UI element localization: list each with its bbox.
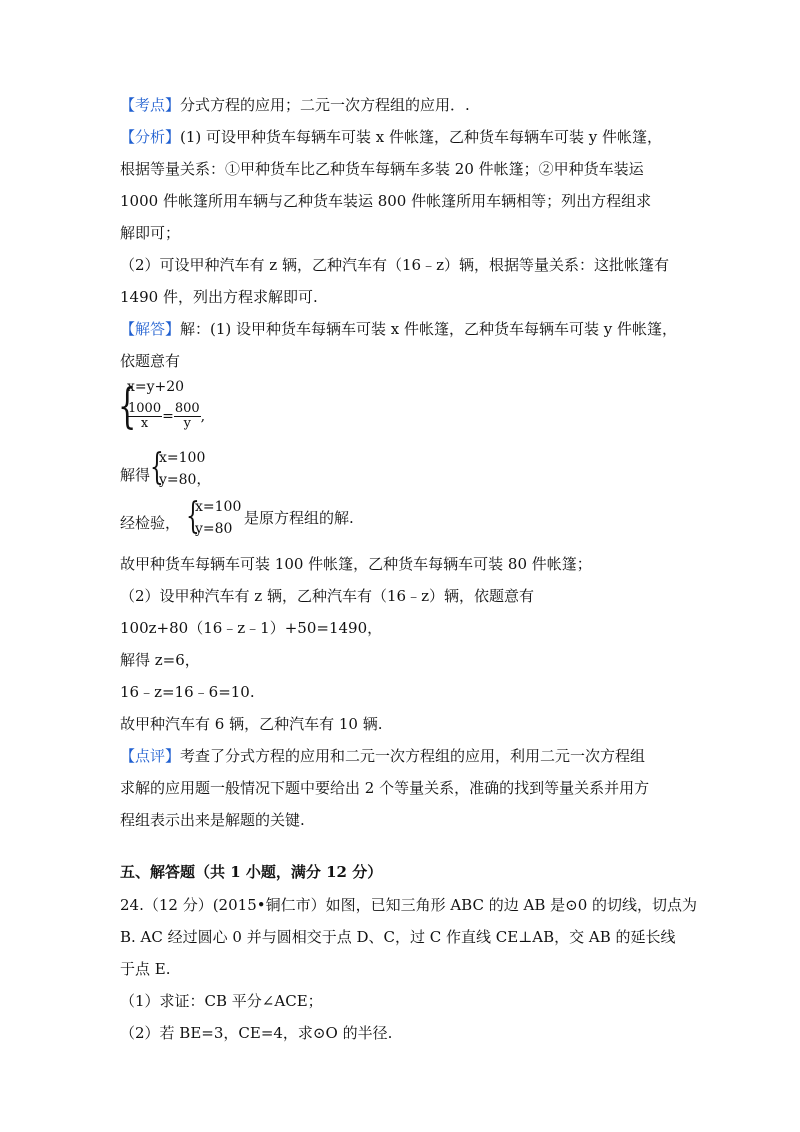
fenxi-line-5: （2）可设甲种汽车有 z 辆，乙种汽车有（16﹣z）辆，根据等量关系：这批帐篷有 [120,256,669,274]
jieda-after-6: 故甲种汽车有 6 辆，乙种汽车有 10 辆. [120,715,383,733]
system3-trail: 是原方程组的解. [244,509,354,527]
equals-sign: = [162,408,174,425]
jieda-text-1: 解：(1) 设甲种货车每辆车可装 x 件帐篷，乙种货车每辆车可装 y 件帐篷， [180,320,678,338]
jieda-line-1 [120,318,677,340]
system2-eq2: y=80， [159,472,211,488]
fenxi-tag: 【分析】 [120,128,181,146]
left-brace-icon: { [118,378,137,434]
kaodian-tag: 【考点】 [120,96,181,114]
fenxi-line-2: 根据等量关系：①甲种货车比乙种货车每辆车多装 20 件帐篷；②甲种货车装运 [120,160,644,178]
jieda-after-1: 故甲种货车每辆车可装 100 件帐篷，乙种货车每辆车可装 80 件帐篷； [120,555,592,573]
dianping-line-3: 程组表示出来是解题的关键. [120,811,305,829]
fenxi-text-1: (1) 可设甲种货车每辆车可装 x 件帐篷，乙种货车每辆车可装 y 件帐篷， [180,128,663,146]
fenxi-line-1 [120,126,662,148]
kaodian-line [120,94,470,116]
fenxi-line-3: 1000 件帐篷所用车辆与乙种货车装运 800 件帐篷所用车辆相等；列出方程组求 [120,192,652,210]
jieda-after-2: （2）设甲种汽车有 z 辆，乙种汽车有（16﹣z）辆，依题意有 [120,587,534,605]
problem24-line-4: （1）求证：CB 平分∠ACE； [120,992,323,1010]
problem24-line-2: B. AC 经过圆心 0 并与圆相交于点 D、C，过 C 作直线 CE⊥AB，交 AB 的延长线 [120,928,676,946]
jieda-after-5: 16﹣z=16﹣6=10. [120,683,255,701]
jieda-line-2: 依题意有 [120,352,181,370]
problem24-line-3: 于点 E. [120,960,171,978]
system3-eq2: y=80 [195,521,233,537]
check-label: 经检验， [120,514,181,532]
problem24-line-1: 24.（12 分）(2015•铜仁市）如图，已知三角形 ABC 的边 AB 是⊙0 的切线，切点为 [120,896,698,914]
fenxi-line-6: 1490 件，列出方程求解即可. [120,288,318,306]
dianping-tag: 【点评】 [120,747,181,765]
left-brace-icon: { [150,447,164,488]
system3-eq1: x=100 [195,499,242,515]
equation-system-1 [118,378,318,440]
system1-eq1: x=y+20 [127,379,185,395]
dianping-line-1 [120,745,645,767]
problem24-line-5: （2）若 BE=3，CE=4，求⊙O 的半径. [120,1024,393,1042]
system1-eq2: $\frac{1000}{x}$ = $\frac{800}{y}$ , [128,401,206,431]
system2-eq1: x=100 [159,450,206,466]
jieda-tag: 【解答】 [120,320,181,338]
fenxi-line-4: 解即可； [120,224,181,242]
dianping-line-2: 求解的应用题一般情况下题中要给出 2 个等量关系，准确的找到等量关系并用方 [120,779,650,797]
kaodian-text: 分式方程的应用；二元一次方程组的应用．. [180,96,470,114]
equation-system-3 [186,497,406,541]
jieda-after-4: 解得 z=6， [120,651,200,669]
dianping-text-1: 考查了分式方程的应用和二元一次方程组的应用，利用二元一次方程组 [180,747,646,765]
equation-system-2 [150,448,270,492]
section-heading: 五、解答题（共 1 小题，满分 12 分） [120,863,383,881]
jieda-after-3: 100z+80（16﹣z﹣1）+50=1490， [120,619,383,637]
fraction-1000-over-x: $\frac{1000}{x}$ [128,401,162,431]
solve-label: 解得 [120,466,151,484]
left-brace-icon: { [186,496,200,537]
fraction-800-over-y: $\frac{800}{y}$ [174,401,200,431]
